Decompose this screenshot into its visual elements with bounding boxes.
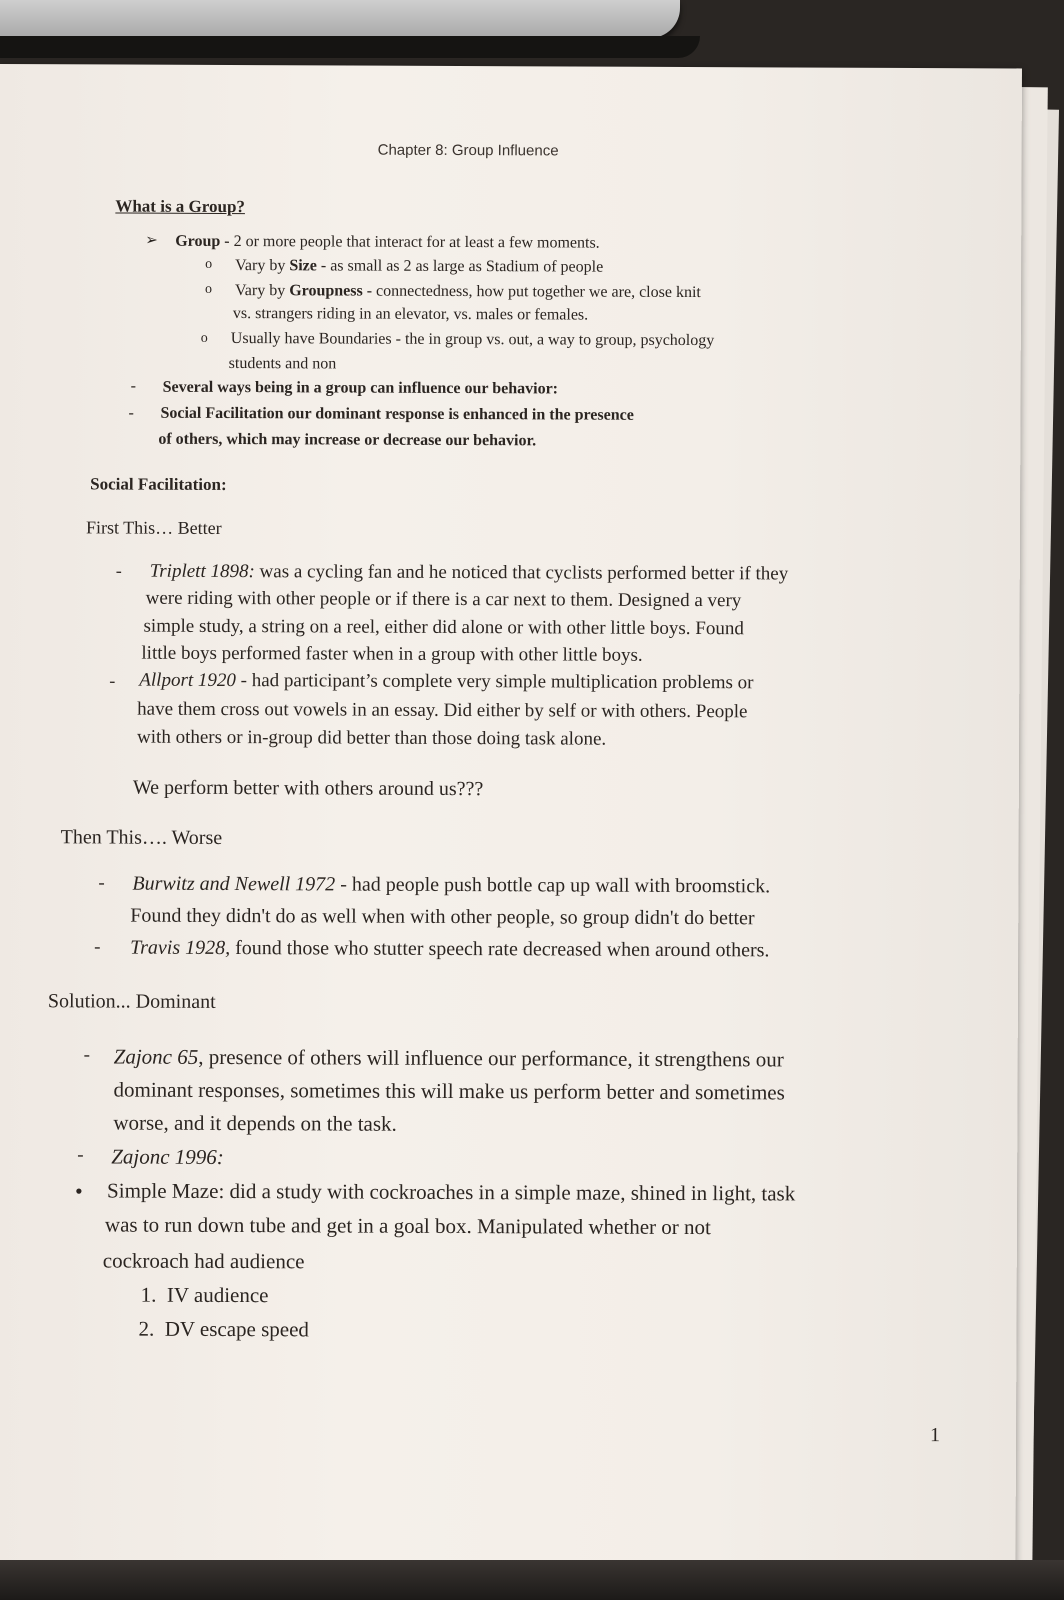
list-text: DV escape speed [164,1316,310,1342]
triplett-text: was a cycling fan and he noticed that cyclists performed better if they [254,561,789,585]
sub-item-groupness [235,282,701,302]
sub-item-boundaries: Usually have Boundaries - the in group vs. out, a way to group, psychology [230,330,715,350]
triplett-line4: little boys performed faster when in a group with other little boys. [141,642,643,666]
sub-item-size [235,257,603,277]
list-item [138,1317,309,1343]
list-number: 2. [138,1316,155,1341]
maze-line3: cockroach had audience [102,1248,305,1274]
zajonc65-line1 [114,1045,784,1073]
travis-line1 [130,937,769,963]
dash-bullet: - [94,936,101,958]
maze-line2: was to run down tube and get in a goal box. Manipulated whether or not [104,1212,711,1240]
dash-bullet: - [128,404,134,422]
dash-bullet: - [83,1044,91,1066]
burwitz-line1 [132,873,770,899]
dash-item-social-facilitation-line2: of others, which may increase or decrease our behavior. [158,430,537,450]
list-text: IV audience [166,1282,269,1308]
zajonc65-line3: worse, and it depends on the task. [113,1110,397,1136]
desk-shadow [0,1560,1064,1600]
dash-bullet: - [77,1144,84,1166]
groupness-pre: Vary by [234,282,290,300]
groupness-bold: Groupness - [289,282,373,300]
first-this-better: First This… Better [85,517,222,538]
allport-text: - had participant’s complete very simple multiplication problems or [235,670,754,694]
arrow-bullet-icon: ➢ [145,232,158,249]
triplett-line2: were riding with other people or if there is a car next to them. Designed a very [145,587,742,612]
list-item [141,1283,269,1309]
allport-citation: Allport 1920 [139,669,236,692]
zajonc96-citation: Zajonc 1996: [111,1144,224,1169]
sub-item-boundaries-line2: students and non [228,355,337,373]
group-definition [175,233,600,253]
heading-social-facilitation: Social Facilitation: [90,474,227,494]
laptop [0,0,680,38]
sub-item-groupness-line2: vs. strangers riding in an elevator, vs. males or females. [232,305,589,324]
heading-what-is-group: What is a Group? [115,196,245,217]
page-number: 1 [929,1424,941,1447]
allport-line3: with others or in-group did better than those doing task alone. [137,726,607,750]
document-page [0,64,1022,1568]
zajonc65-citation: Zajonc 65 [113,1044,199,1069]
allport-line1 [139,670,753,695]
maze-line1: Simple Maze: did a study with cockroaches in a simple maze, shined in light, task [107,1178,796,1206]
groupness-post: connectedness, how put together we are, close knit [372,282,701,302]
list-number: 1. [140,1282,157,1307]
travis-text: found those who stutter speech rate decreased when around others. [230,937,770,962]
size-bold: Size - [289,257,327,275]
dot-bullet: • [75,1178,83,1204]
size-post: as small as 2 as large as Stadium of people [326,257,604,276]
group-def-text: 2 or more people that interact for at least a few moments. [229,233,600,252]
circle-bullet-icon: o [205,256,213,272]
solution-dominant: Solution... Dominant [47,990,216,1013]
dash-bullet: - [115,560,122,581]
triplett-line3: simple study, a string on a reel, either did alone or with other little boys. Found [143,615,744,640]
travis-citation: Travis 1928, [130,936,231,960]
laptop-edge [0,36,700,58]
burwitz-line2: Found they didn't do as well when with other people, so group didn't do better [130,904,755,930]
dash-bullet: - [109,670,116,691]
zajonc65-line2: dominant responses, sometimes this will make us perform better and sometimes [113,1077,785,1105]
circle-bullet-icon: o [200,330,208,346]
allport-line2: have them cross out vowels in an essay. Did either by self or with others. People [137,698,748,723]
dash-bullet: - [130,377,136,395]
dash-item-several-ways: Several ways being in a group can influence our behavior: [162,378,559,398]
then-this-worse: Then This…. Worse [60,826,223,849]
dash-bullet: - [98,872,105,894]
dash-item-social-facilitation: Social Facilitation our dominant response is enhanced in the presence [160,404,634,424]
zajonc65-text: , presence of others will influence our performance, it strengthens our [198,1044,784,1072]
burwitz-text: - had people push bottle cap up wall with broomstick. [335,873,771,898]
group-term: Group - [175,232,230,251]
chapter-title: Chapter 8: Group Influence [377,141,559,160]
burwitz-citation: Burwitz and Newell 1972 [132,872,336,896]
question-line: We perform better with others around us??? [132,776,484,801]
circle-bullet-icon: o [204,281,213,297]
size-pre: Vary by [235,257,290,275]
triplett-line1 [150,561,789,586]
triplett-citation: Triplett 1898: [149,560,255,583]
